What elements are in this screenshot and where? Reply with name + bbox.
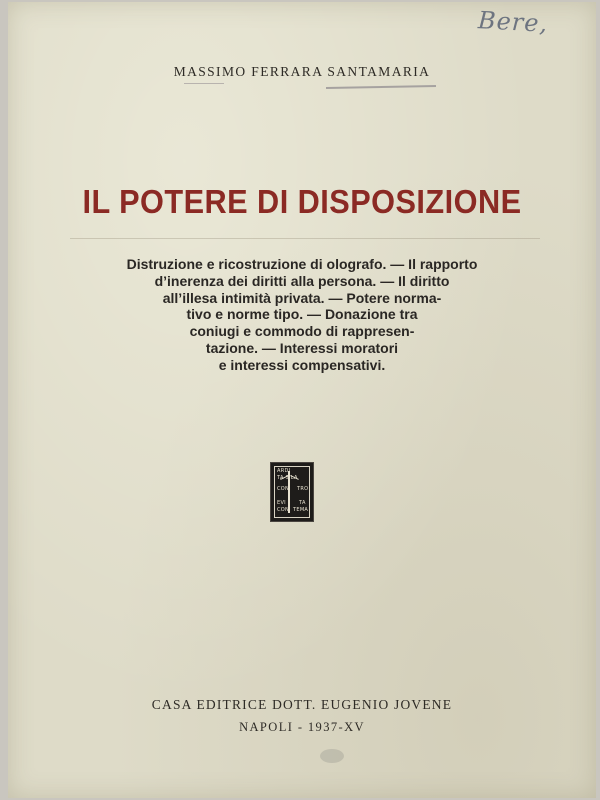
- publisher-emblem-icon: [270, 462, 314, 522]
- emblem-text: TEMA: [293, 507, 309, 513]
- summary-line: tivo e norme tipo. — Donazione tra: [186, 306, 418, 323]
- pencil-underline-short: [184, 83, 224, 84]
- pencil-underline: [326, 85, 436, 89]
- emblem-text: TA: [299, 500, 306, 506]
- summary-line: all’illesa intimità privata. — Potere norma-: [162, 289, 442, 306]
- emblem-text: EVI: [277, 500, 286, 506]
- emblem-text: CON: [277, 486, 290, 492]
- book-cover-page: [8, 2, 596, 798]
- summary-line: e interessi compensativi.: [218, 356, 386, 373]
- emblem-text: TA SILA: [277, 475, 298, 481]
- paper-smudge: [320, 749, 344, 763]
- handwritten-note: Bere,: [477, 6, 549, 38]
- emblem-text: TRO: [297, 486, 309, 492]
- emblem-text: CON: [277, 507, 290, 513]
- emblem-text: ARDI: [277, 468, 291, 474]
- place-and-date: NAPOLI - 1937-XV: [239, 720, 365, 734]
- publisher-name: CASA EDITRICE DOTT. EUGENIO JOVENE: [151, 697, 453, 712]
- book-title: IL POTERE DI DISPOSIZIONE: [82, 183, 522, 220]
- author-name: MASSIMO FERRARA SANTAMARIA: [173, 64, 431, 79]
- summary-line: coniugi e commodo di rappresen-: [189, 323, 415, 340]
- title-divider: [70, 238, 540, 239]
- summary-line: tazione. — Interessi moratori: [205, 339, 399, 356]
- summary-line: d’inerenza dei diritti alla persona. — Il diritto: [154, 272, 450, 289]
- contents-summary: [8, 256, 596, 374]
- summary-line: Distruzione e ricostruzione di olografo. — Il rapporto: [126, 256, 478, 272]
